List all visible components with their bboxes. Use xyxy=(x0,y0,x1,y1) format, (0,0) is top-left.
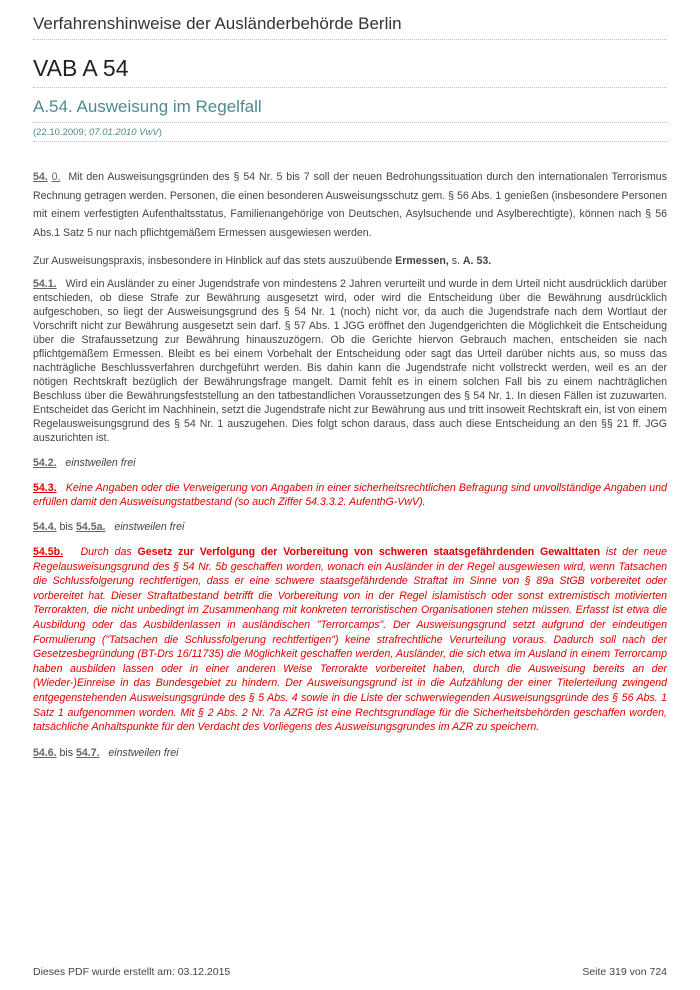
section-number-link[interactable]: 54.5b. xyxy=(33,546,64,558)
section-number-link[interactable]: 54. xyxy=(33,171,48,183)
paragraph-ermessen-note xyxy=(33,254,667,268)
section-number-link[interactable]: 54.7. xyxy=(76,746,100,759)
paragraph-text: Durch das xyxy=(80,546,138,558)
date-close: ) xyxy=(158,127,162,138)
paragraph-text: einstweilen frei xyxy=(114,521,185,533)
date-open: ( xyxy=(33,127,37,138)
paragraph-54-2 xyxy=(33,456,667,470)
section-title: A.54. Ausweisung im Regelfall xyxy=(33,97,667,123)
paragraph-text: einstweilen frei xyxy=(108,746,179,759)
revision-date-1: 22.10.2009 xyxy=(36,127,84,138)
paragraph-text: Zur Ausweisungspraxis, insbesondere in Hinblick auf das stets auszuübende xyxy=(33,255,396,267)
paragraph-text: s. xyxy=(448,255,463,267)
date-separator: ; xyxy=(83,127,89,138)
paragraph-54-3 xyxy=(33,481,667,509)
page xyxy=(33,0,667,760)
footer-page-number: Seite 319 von 724 xyxy=(582,966,667,978)
paragraph-text: Wird ein Ausländer zu einer Jugendstrafe von mindestens 2 Jahren verurteilt und wurde in dem Urteil nicht ausdrücklich darüber entschieden, ob diese Strafe zur Bewährung ausgesetzt wird, oder wird die Entscheidung über die Bewährung ausdrücklich aufgeschoben, so liegt der Ausweisungsgrund des § 54 Nr. 1 (noch) nicht vor, da auch die Jugendstrafe nach dem Wortlaut der Vorschrift nicht zur Bewährung ausgesetzt sein darf. § 57 Abs. 1 JGG eröffnet den Jugendgerichten die Möglichkeit die Entscheidung über die Strafaussetzung zur Bewährung hinauszuzögern. Ob die Gerichte hiervon Gebrauch machen, entscheiden sie nach pflichtgemäßem Ermessen. Bleibt es bei einem Vorbehalt der Entscheidung oder sagt das Urteil darüber nichts aus, so muss das nachträgliche Beschlussverfahren durchgeführt werden. Bis dahin kann die Jugendstrafe nicht vollstreckt werden, weil es an der nötigen Rechtskraft bezüglich der Bewährungsfrage mangelt. Damit fehlt es in einem solchen Fall bis zu einem nachträglichen Beschluss über die Bewährungsfeststellung an den tatbestandlichen Voraussetzungen des § 54 Nr. 1. In diesen Fällen ist zuzuwarten. Entscheidet das Gericht im Nachhinein, setzt die Jugendstrafe nicht zur Bewährung aus und tritt insoweit Rechtskraft ein, ist von einem Regelausweisungsgrund des § 54 Nr. 1 auszugehen. Dies folgt schon daraus, dass auch diese Entscheidung an den §§ 21 ff. JGG auszurichten ist. xyxy=(33,278,667,444)
paragraph-54-1 xyxy=(33,277,667,445)
section-number-link[interactable]: 54.4. xyxy=(33,521,57,533)
section-number-link[interactable]: 54.1. xyxy=(33,278,57,290)
section-number-link[interactable]: 54.3. xyxy=(33,482,57,494)
paragraph-54-4-to-54-5a xyxy=(33,520,667,534)
paragraph-text: Keine Angaben oder die Verweigerung von Angaben in einer sicherheitsrechtlichen Befragung sind unvollständige Angaben und erfüllen damit den Ausweisungstatbestand (so auch Ziffer 54.3.3.2. AufenthG-VwV). xyxy=(33,482,667,508)
site-header-title: Verfahrenshinweise der Ausländerbehörde Berlin xyxy=(33,14,667,40)
law-title-emphasis: Gesetz zur Verfolgung der Vorbereitung von schweren staatsgefährdenden Gewalttaten xyxy=(137,546,601,558)
revision-date-2: 07.01.2010 VwV xyxy=(89,127,159,138)
section-number-link[interactable]: 54.6. xyxy=(33,746,57,759)
paragraph-54-0 xyxy=(33,168,667,242)
page-title: VAB A 54 xyxy=(33,55,667,88)
footer-created-date: Dieses PDF wurde erstellt am: 03.12.2015 xyxy=(33,966,231,978)
ermessen-emphasis: Ermessen, xyxy=(395,255,449,267)
section-number-link[interactable]: 54.5a. xyxy=(76,521,106,533)
reference-a53: A. 53. xyxy=(462,255,492,267)
paragraph-text: einstweilen frei xyxy=(65,457,136,469)
range-bis: bis xyxy=(56,746,76,759)
paragraph-54-6-to-54-7 xyxy=(33,746,667,760)
paragraph-text: Mit den Ausweisungsgründen des § 54 Nr. 5 bis 7 soll der neuen Bedrohungssituation durch den internationalen Terrorismus Rechnung getragen werden. Personen, die einen besonderen Ausweisungsschutz gem. § 56 Abs. 1 genießen (insbesondere Personen mit einem verfestigten Aufenthaltsstatus, Familienangehörige von Deutschen, Asylsuchende und Asylberechtigte), können nach § 56 Abs.1 Satz 5 nur nach pflichtgemäßem Ermessen ausgewiesen werden. xyxy=(33,171,668,239)
range-bis: bis xyxy=(56,521,76,533)
section-number-link[interactable]: 54.2. xyxy=(33,457,57,469)
subsection-number-link[interactable]: 0. xyxy=(51,171,61,183)
paragraph-54-5b xyxy=(33,545,667,735)
revision-dates xyxy=(33,127,667,142)
paragraph-text: ist der neue Regelausweisungsgrund des § 54 Nr. 5b geschaffen worden, wonach ein Ausländer in der Regel ausgewiesen wird, wenn Tatsachen die Schlussfolgerung rechtfertigen, dass er eine schwere staatsgefährdende Straftat im Sinne von § 89a StGB vorbereitet oder vorbereitet hat. Dieser Straftatbestand betrifft die Vorbereitung von in der Regel islamistisch oder sonst extremistisch motivierten Terrorakten, die nicht unbedingt im Zusammenhang mit konkreten terroristischen Organisationen stehen müssen. Erfasst ist etwa die Ausbildung oder das Ausbildenlassen in ausländischen "Terrorcamps". Der Ausweisungsgrund setzt aufgrund der eindeutigen Formulierung ("Tatsachen die Schlussfolgerung rechtfertigen") keine strafrechtliche Verurteilung voraus. Dadurch soll nach der Gesetzesbegründung (BT-Drs 16/11735) die Möglichkeit geschaffen werden, Ausländer, die sich etwa im Ausland in einem Terrorcamp haben ausbilden lassen oder in einer anderen Weise Terrorakte vorbereitet haben, durch die Ausweisung bereits an der (Wieder-)Einreise in das Bundesgebiet zu hindern. Der Ausweisungsgrund ist in die Aufzählung der einer Titelerteilung zwingend entgegenstehenden Ausweisungsgründe des § 5 Abs. 4 sowie in die Liste der schwerwiegenden Ausweisungsgründe des § 56 Abs. 1 Satz 1 aufgenommen worden. Mit § 2 Abs. 2 Nr. 7a AZRG ist eine Rechtsgrundlage für die Sicherheitsbehörden geschaffen worden, tatsächliche Anhaltspunkte für den Verdacht des Vorliegens des Ausweisungsgrundes im AZR zu speichern. xyxy=(33,546,667,734)
